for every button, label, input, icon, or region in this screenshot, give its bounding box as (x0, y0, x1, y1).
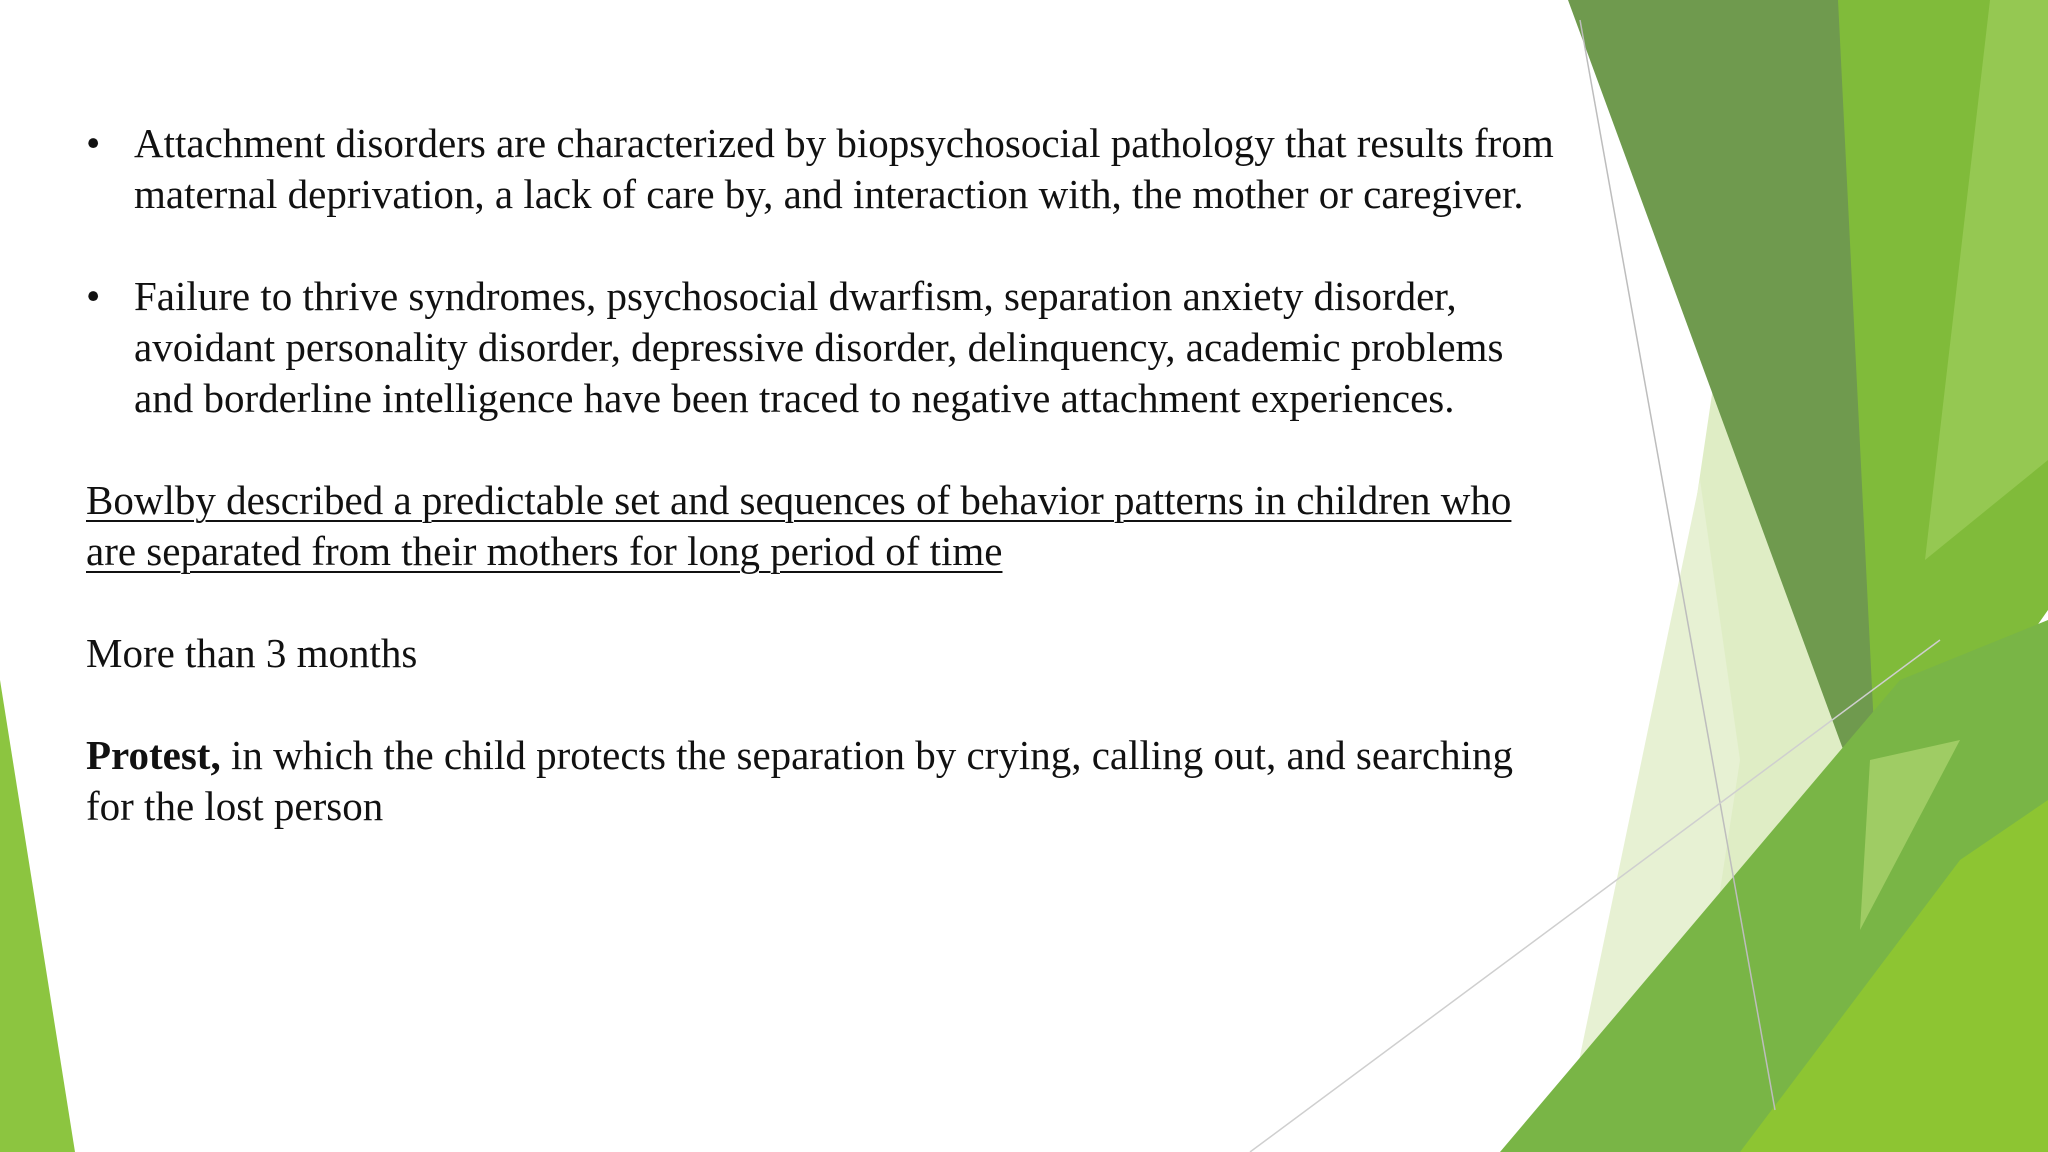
bullet-attachment-disorders (86, 118, 1556, 220)
protest-description: in which the child protects the separation by crying, calling out, and searching for the lost person (86, 732, 1513, 829)
left-green-sliver (0, 680, 75, 1152)
protest-term: Protest, (86, 732, 221, 778)
bullet-failure-to-thrive (86, 271, 1556, 424)
bullet-marker: • (86, 120, 101, 166)
bullet-marker: • (86, 273, 101, 319)
slide-body (86, 118, 1556, 832)
bullet-text: Attachment disorders are characterized by biopsychosocial pathology that results from maternal deprivation, a lack of care by, and interaction with, the mother or caregiver. (134, 120, 1554, 217)
bullet-text: Failure to thrive syndromes, psychosocial dwarfism, separation anxiety disorder, avoidant personality disorder, depressive disorder, delinquency, academic problems and borderline intelligence have been traced to negative attachment experiences. (134, 273, 1504, 421)
duration-text: More than 3 months (86, 630, 418, 676)
protest-paragraph (86, 730, 1556, 832)
bowlby-statement: Bowlby described a predictable set and sequences of behavior patterns in children who are separated from their mothers for long period of time (86, 477, 1512, 574)
